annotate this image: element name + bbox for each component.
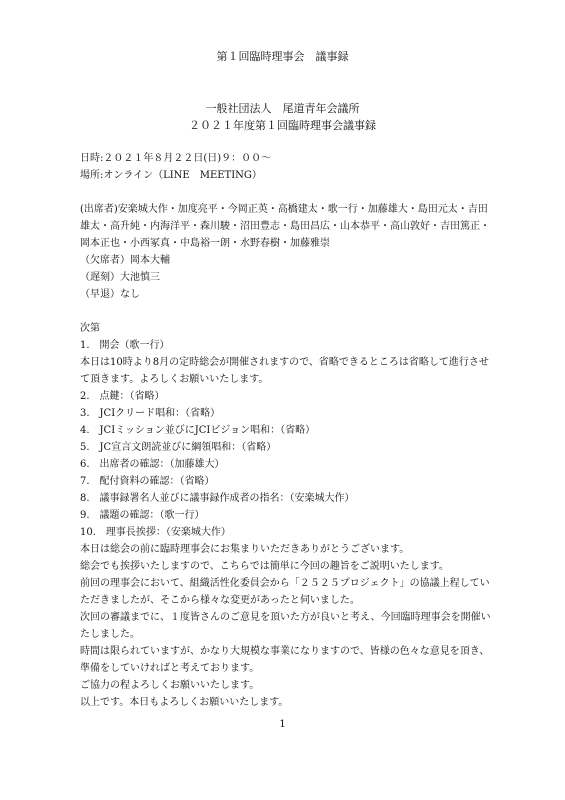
agenda-item-10: 10. 理事長挨拶：（安楽城大作） [80,527,231,538]
early-leave-list: （早退）なし [80,289,140,300]
speech-paragraph-3: 前回の理事会において、組織活性化委員会から「２５２５プロジェクト」の協議上程していただきましたが、そこから様々な変更があったと伺いました。 [80,578,490,606]
organization-block [0,100,565,134]
minutes-body [80,150,495,711]
speech-paragraph-5: 時間は限られていますが、かなり大規模な事業になりますので、皆様の色々な意見を頂き、準備をしていければと考えております。 [80,646,490,674]
page-number: 1 [279,719,286,730]
agenda-item-1-text: 本日は10時より8月の定時総会が開催されますので、省略できるところは省略して進行させて頂きます。よろしくお願いいたします。 [80,357,489,385]
meeting-place: 場所:オンライン（LINE MEETING） [80,170,262,181]
agenda-item-1: 1. 開会（歌一行） [80,340,170,351]
agenda-item-2: 2. 点鍵：（省略） [80,391,165,402]
speech-paragraph-2: 総会でも挨拶いたしますので、こちらでは簡単に今回の趣旨をご説明いたします。 [80,561,449,572]
agenda-item-3: 3. JCIクリード唱和：（省略） [80,408,221,419]
document-header-title: 第１回臨時理事会 議事録 [216,50,349,63]
agenda-item-9: 9. 議題の確認：（歌一行） [80,510,205,521]
agenda-item-7: 7. 配付資料の確認：（省略） [80,476,215,487]
agenda-heading: 次第 [80,323,100,334]
meeting-datetime: 日時:２０２１年８月２２日(日)９：００～ [80,153,272,164]
attendees-list: (出席者)安楽城大作・加度亮平・今岡正英・高橋建太・歌一行・加藤雄大・島田元太・吉田雄太・高升純・内海洋平・森川駿・沼田豊志・島田昌広・山本恭平・高山敦好・吉田篤正・岡本正也・小西冢真・中島裕一朗・水野春樹・加藤雅崇 [80,204,490,249]
speech-paragraph-4: 次回の審議までに、１度皆さんのご意見を頂いた方が良いと考え、今回臨時理事会を開催いたしました。 [80,612,491,640]
agenda-item-5: 5. JC宣言文朗読並びに綱領唱和：（省略） [80,442,277,453]
absent-list: （欠席者）岡本大輔 [80,255,170,266]
agenda-item-6: 6. 出席者の確認：（加藤雄大） [80,459,225,470]
organization-name: 一般社団法人 尾道青年会議所 [205,102,360,115]
agenda-item-8: 8. 議事録署名人並びに議事録作成者の指名：（安楽城大作） [80,493,355,504]
late-list: （遅刻）大池慎三 [80,272,160,283]
speech-paragraph-6: ご協力の程よろしくお願いいたします。 [80,680,260,691]
agenda-item-4: 4. JCIミッション並びにJCIビジョン唱和：（省略） [80,425,316,436]
meeting-title: ２０２１年度第１回臨時理事会議事録 [189,119,376,132]
speech-paragraph-7: 以上です。本日もよろしくお願いいたします。 [80,697,289,708]
speech-paragraph-1: 本日は総会の前に臨時理事会にお集まりいただきありがとうございます。 [80,544,410,555]
